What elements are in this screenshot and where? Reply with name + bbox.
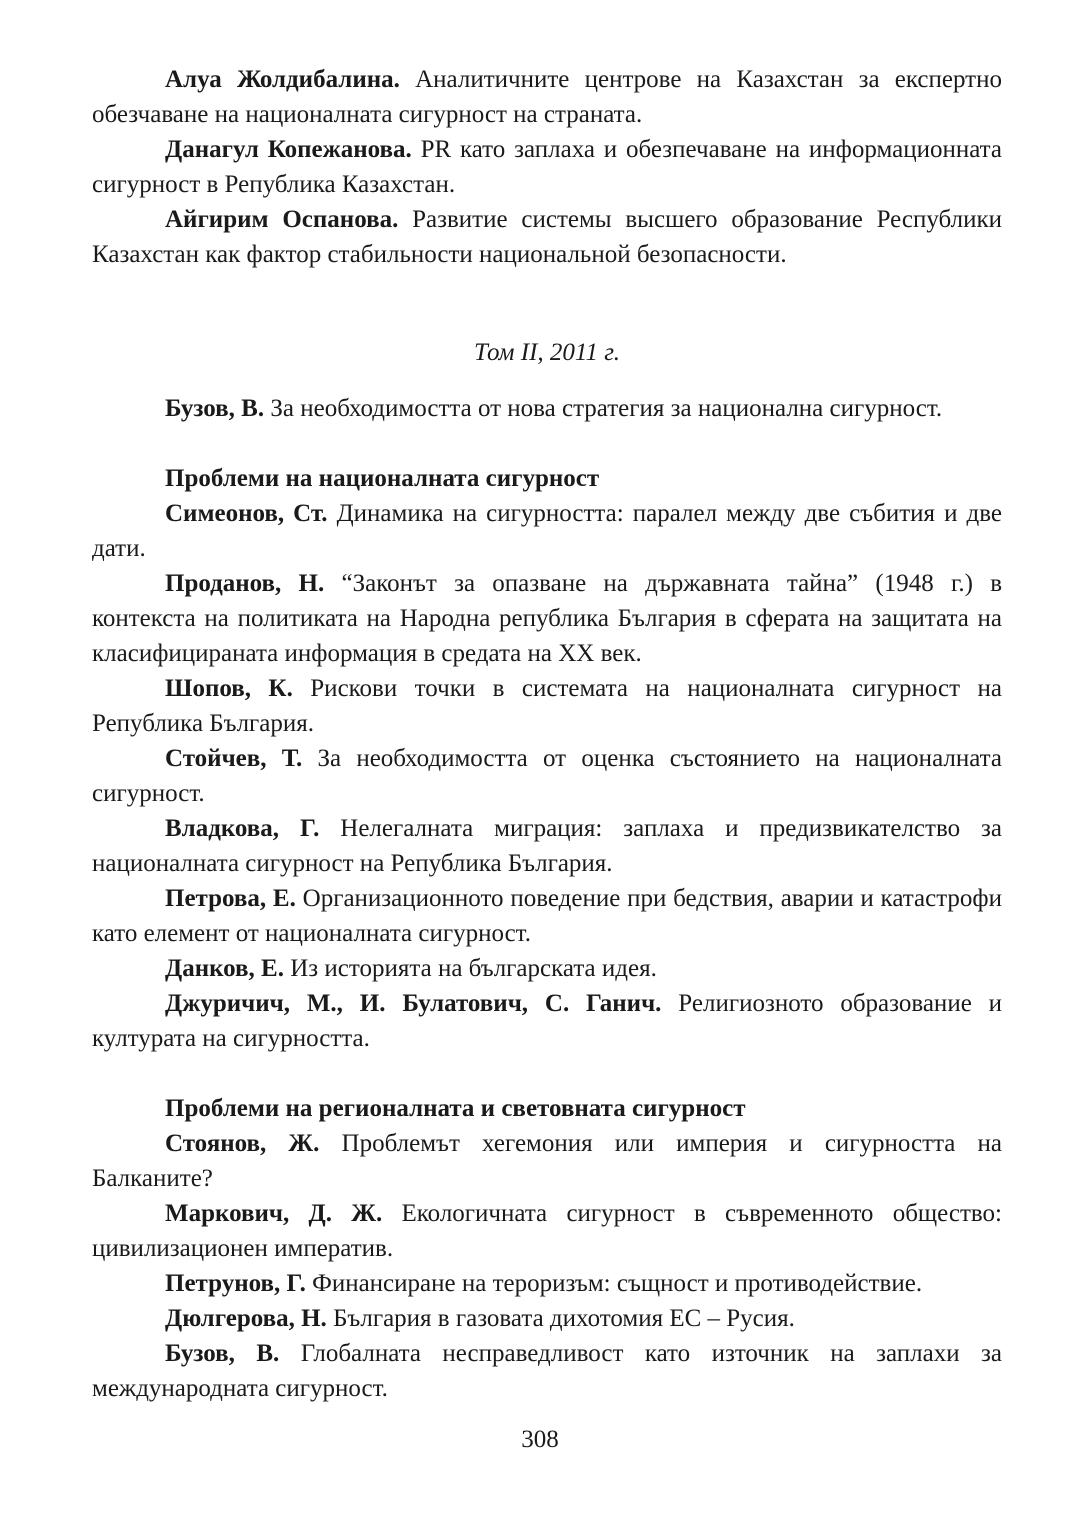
- entry-author: Проданов, Н.: [165, 570, 325, 597]
- entry-title: Нелегалната миграция: заплаха и предизвикателство за националната сигурност на Република България.: [92, 815, 1002, 877]
- entry-title: България в газовата дихотомия ЕС – Русия.: [333, 1305, 795, 1332]
- volume-heading: Том II, 2011 г.: [474, 339, 620, 366]
- entry-title: Проблемът хегемония или империя и сигурността на Балканите?: [92, 1130, 1003, 1192]
- entry-author: Бузов, В.: [165, 1340, 280, 1367]
- bibliography-entry: [92, 202, 1002, 272]
- entry-author: Джуричич, М., И. Булатович, С. Ганич.: [165, 990, 662, 1017]
- entry-author: Владкова, Г.: [165, 815, 320, 842]
- bibliography-entry: [92, 391, 1002, 426]
- bibliography-entry: [92, 881, 1002, 951]
- entry-author: Стоянов, Ж.: [165, 1130, 320, 1157]
- entry-author: Стойчев, Т.: [165, 745, 303, 772]
- section-regional-security: [92, 1091, 1002, 1406]
- bibliography-entry: [92, 741, 1002, 811]
- entry-author: Данагул Копежанова.: [165, 136, 412, 163]
- entry-title: Екологичната сигурност в съвременното общество: цивилизационен императив.: [92, 1200, 1002, 1262]
- entry-author: Шопов, К.: [165, 675, 293, 702]
- bibliography-entry: [92, 986, 1002, 1056]
- entry-author: Алуа Жолдибалина.: [165, 66, 400, 93]
- bibliography-entry: [92, 951, 1002, 986]
- page-number: 308: [521, 1426, 559, 1453]
- bibliography-entry: [92, 1196, 1002, 1266]
- bibliography-entry: [92, 1266, 1002, 1301]
- entry-title: PR като заплаха и обезпечаване на информационната сигурност в Република Казахстан.: [92, 136, 1002, 198]
- entry-author: Петрунов, Г.: [165, 1270, 306, 1297]
- section-heading: Проблеми на националната сигурност: [165, 465, 600, 492]
- entry-author: Дюлгерова, Н.: [165, 1305, 327, 1332]
- entry-title: “Законът за опазване на държавната тайна” (1948 г.) в контекста на политиката на Народна република България в сферата на защитата на класифицираната информация в средата на XX век.: [92, 570, 1002, 667]
- bibliography-entry: [92, 671, 1002, 741]
- section-national-security: [92, 461, 1002, 1056]
- bibliography-entry: [92, 496, 1002, 566]
- entry-author: Бузов, В.: [165, 395, 265, 422]
- entry-title: Аналитичните центрове на Казахстан за експертно обезчаване на националната сигурност на страната.: [92, 66, 1002, 128]
- entry-title: Динамика на сигурността: паралел между две събития и две дати.: [92, 500, 1003, 562]
- bibliography-entry: [92, 1126, 1002, 1196]
- entry-title: Из историята на българската идея.: [290, 955, 657, 982]
- entry-title: Религиозното образование и културата на сигурността.: [92, 990, 1003, 1052]
- entry-title: Финансиране на тероризъм: същност и противодействие.: [312, 1270, 923, 1297]
- entry-author: Симеонов, Ст.: [165, 500, 328, 527]
- entry-author: Петрова, Е.: [165, 885, 296, 912]
- bibliography-entry: [92, 566, 1002, 671]
- page-body: [92, 62, 1002, 1406]
- entry-title: Рискови точки в системата на националната сигурност на Република България.: [92, 675, 1002, 737]
- bibliography-entry: [92, 811, 1002, 881]
- entry-title: За необходимостта от оценка състоянието на националната сигурност.: [92, 745, 1003, 807]
- bibliography-entry: [92, 1301, 1002, 1336]
- entry-title: Организационното поведение при бедствия, аварии и катастрофи като елемент от националната сигурност.: [92, 885, 1002, 947]
- entry-title: Развитие системы высшего образование Республики Казахстан как фактор стабильности национальной безопасности.: [92, 206, 1003, 268]
- bibliography-entry: [92, 132, 1002, 202]
- entry-title: Глобалната несправедливост като източник на заплахи за международната сигурност.: [92, 1340, 1003, 1402]
- intro-entries: [92, 62, 1002, 272]
- section-heading: Проблеми на регионалната и световната сигурност: [165, 1095, 746, 1122]
- entry-author: Данков, Е.: [165, 955, 284, 982]
- bibliography-entry: [92, 62, 1002, 132]
- entry-author: Маркович, Д. Ж.: [165, 1200, 383, 1227]
- entry-author: Айгирим Оспанова.: [165, 206, 399, 233]
- entry-title: За необходимостта от нова стратегия за национална сигурност.: [270, 395, 943, 422]
- bibliography-entry: [92, 1336, 1002, 1406]
